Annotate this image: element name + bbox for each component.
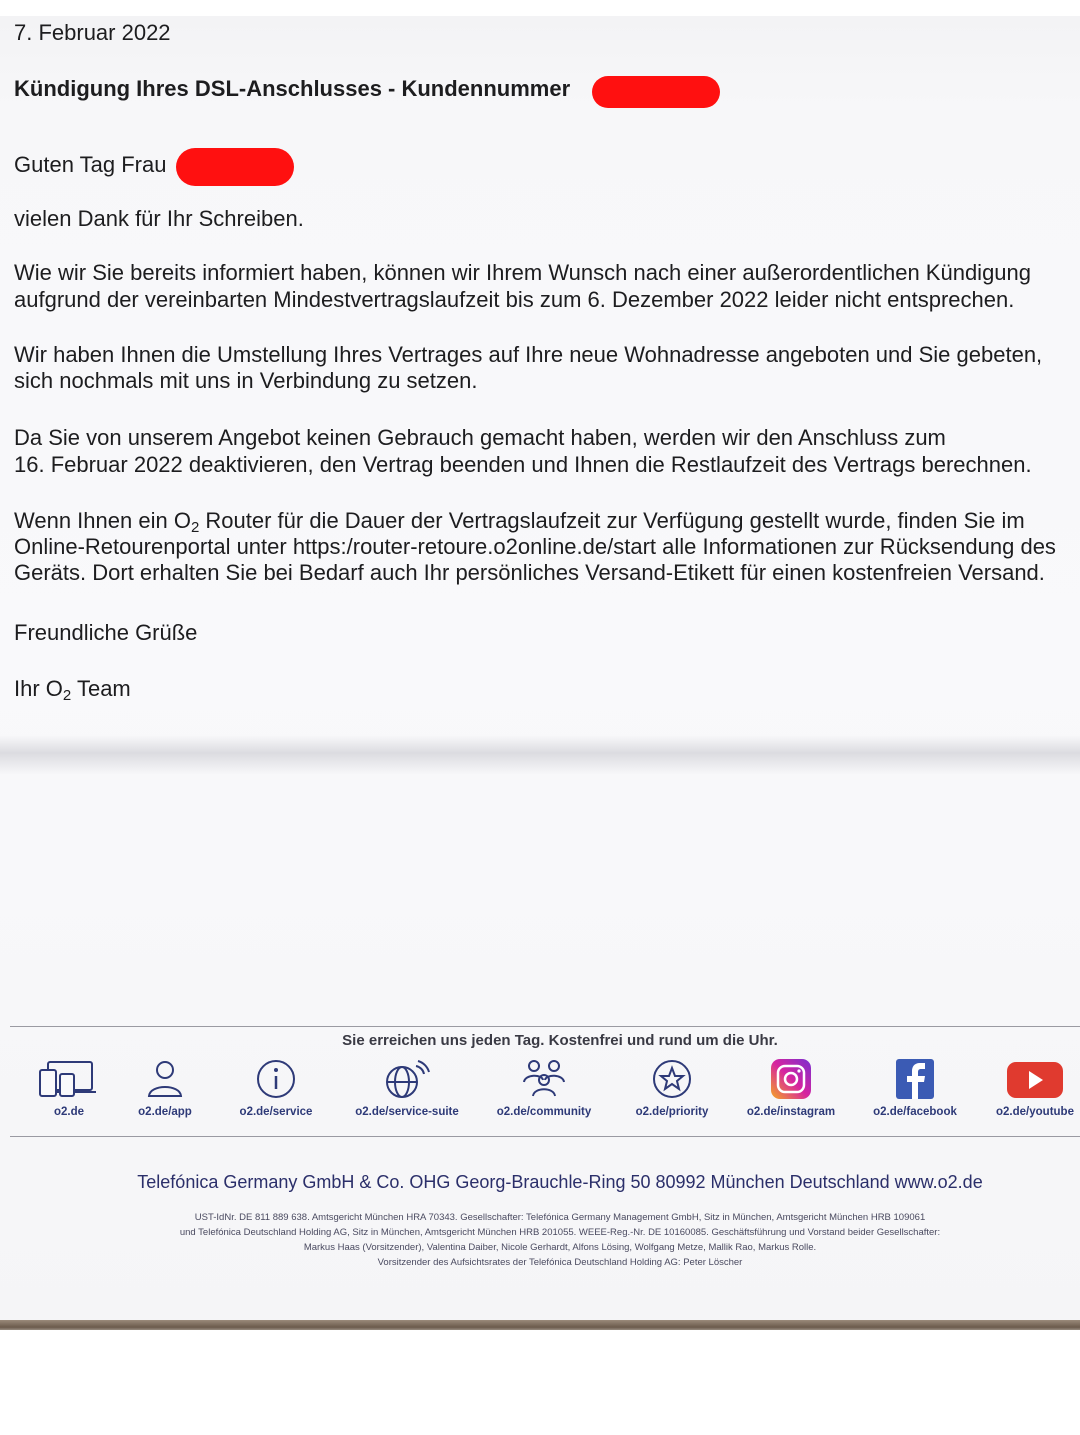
instagram-icon	[769, 1058, 813, 1100]
letter-subject: Kündigung Ihres DSL-Anschlusses - Kundennummer	[14, 76, 571, 101]
paper-top-edge	[0, 0, 1080, 16]
devices-icon	[38, 1058, 100, 1100]
info-icon	[255, 1058, 297, 1100]
signature-text-b: Team	[71, 676, 131, 701]
footer-link-label: o2.de/app	[138, 1106, 192, 1118]
footer-link-label: o2.de/facebook	[873, 1106, 957, 1118]
footer-link-label: o2.de/service	[239, 1106, 313, 1118]
redaction-customer-number	[592, 76, 720, 108]
legal-line-2: und Telefónica Deutschland Holding AG, Sitz in München, Amtsgericht München HRB 201055. WEEE-Reg.-Nr. DE 10160085. Geschäftsführung und Vorstand beider Gesellschafter:	[179, 1227, 941, 1238]
footer-divider-top	[10, 1026, 1080, 1027]
signature-subscript: 2	[62, 687, 72, 704]
facebook-icon	[894, 1058, 936, 1100]
footer-link-priority[interactable]	[617, 1058, 727, 1118]
paragraph-2-line-1: Wir haben Ihnen die Umstellung Ihres Vertrages auf Ihre neue Wohnadresse angeboten und Sie gebeten,	[14, 342, 1043, 367]
letter-closing: Freundliche Grüße	[14, 620, 198, 645]
footer-link-youtube[interactable]	[980, 1058, 1080, 1118]
paragraph-4-line-1	[14, 508, 1025, 534]
community-icon	[518, 1058, 570, 1100]
footer-link-o2de[interactable]	[14, 1058, 124, 1118]
paragraph-3-line-2: 16. Februar 2022 deaktivieren, den Vertrag beenden und Ihnen die Restlaufzeit des Vertrags berechnen.	[14, 452, 1032, 477]
paragraph-1-line-2: aufgrund der vereinbarten Mindestvertragslaufzeit bis zum 6. Dezember 2022 leider nicht entsprechen.	[14, 287, 1015, 312]
letter-signature	[14, 676, 131, 702]
company-address: Telefónica Germany GmbH & Co. OHG Georg-Brauchle-Ring 50 80992 München Deutschland www.o2.de	[137, 1172, 983, 1192]
paragraph-4-text-a: Wenn Ihnen ein O	[14, 508, 191, 533]
footer-link-service[interactable]	[221, 1058, 331, 1118]
legal-line-3: Markus Haas (Vorsitzender), Valentina Daiber, Nicole Gerhardt, Alfons Lösing, Wolfgang Metze, Mallik Rao, Markus Rolle.	[303, 1242, 817, 1253]
youtube-icon	[1005, 1058, 1065, 1100]
o2-subscript: 2	[190, 519, 200, 536]
globe-icon	[382, 1058, 432, 1100]
footer-link-label: o2.de/instagram	[746, 1106, 836, 1118]
paper-bottom-edge	[0, 1320, 1080, 1330]
footer-link-community[interactable]	[489, 1058, 599, 1118]
letter-date: 7. Februar 2022	[14, 20, 171, 45]
paragraph-3-line-1: Da Sie von unserem Angebot keinen Gebrauch gemacht haben, werden wir den Anschluss zum	[14, 425, 946, 450]
footer-divider-bottom	[10, 1136, 1080, 1137]
paragraph-2-line-2: sich nochmals mit uns in Verbindung zu setzen.	[14, 368, 478, 393]
footer-link-label: o2.de	[53, 1106, 85, 1118]
footer-link-label: o2.de/priority	[635, 1106, 709, 1118]
redaction-name	[176, 148, 294, 186]
paragraph-4-line-3: Geräts. Dort erhalten Sie bei Bedarf auch Ihr persönliches Versand-Etikett für einen kostenfreien Versand.	[14, 560, 1045, 585]
person-icon	[144, 1058, 186, 1100]
paragraph-4-line-2: Online-Retourenportal unter https:/router-retoure.o2online.de/start alle Informationen zur Rücksendung des	[14, 534, 1056, 559]
footer-link-label: o2.de/community	[496, 1106, 592, 1118]
footer-headline: Sie erreichen uns jeden Tag. Kostenfrei und rund um die Uhr.	[342, 1032, 778, 1049]
paper-fold	[0, 735, 1080, 775]
footer-link-service-suite[interactable]	[352, 1058, 462, 1118]
footer-link-label: o2.de/service-suite	[355, 1106, 459, 1118]
legal-line-4: Vorsitzender des Aufsichtsrates der Telefónica Deutschland Holding AG: Peter Löscher	[377, 1257, 743, 1268]
footer-link-instagram[interactable]	[736, 1058, 846, 1118]
star-icon	[651, 1058, 693, 1100]
signature-text-a: Ihr O	[14, 676, 63, 701]
legal-line-1: UST-IdNr. DE 811 889 638. Amtsgericht München HRA 70343. Gesellschafter: Telefónica Germany Management GmbH, Sitz in München, Amtsgericht München HRB 109061	[194, 1212, 926, 1223]
paragraph-4-text-b: Router für die Dauer der Vertragslaufzeit zur Verfügung gestellt wurde, finden Sie im	[199, 508, 1025, 533]
letter-salutation: Guten Tag Frau	[14, 152, 167, 177]
paragraph-thanks: vielen Dank für Ihr Schreiben.	[14, 206, 304, 231]
footer-link-facebook[interactable]	[860, 1058, 970, 1118]
paragraph-1-line-1: Wie wir Sie bereits informiert haben, können wir Ihrem Wunsch nach einer außerordentlichen Kündigung	[14, 260, 1032, 285]
footer-link-app[interactable]	[110, 1058, 220, 1118]
footer-link-label: o2.de/youtube	[996, 1106, 1074, 1118]
